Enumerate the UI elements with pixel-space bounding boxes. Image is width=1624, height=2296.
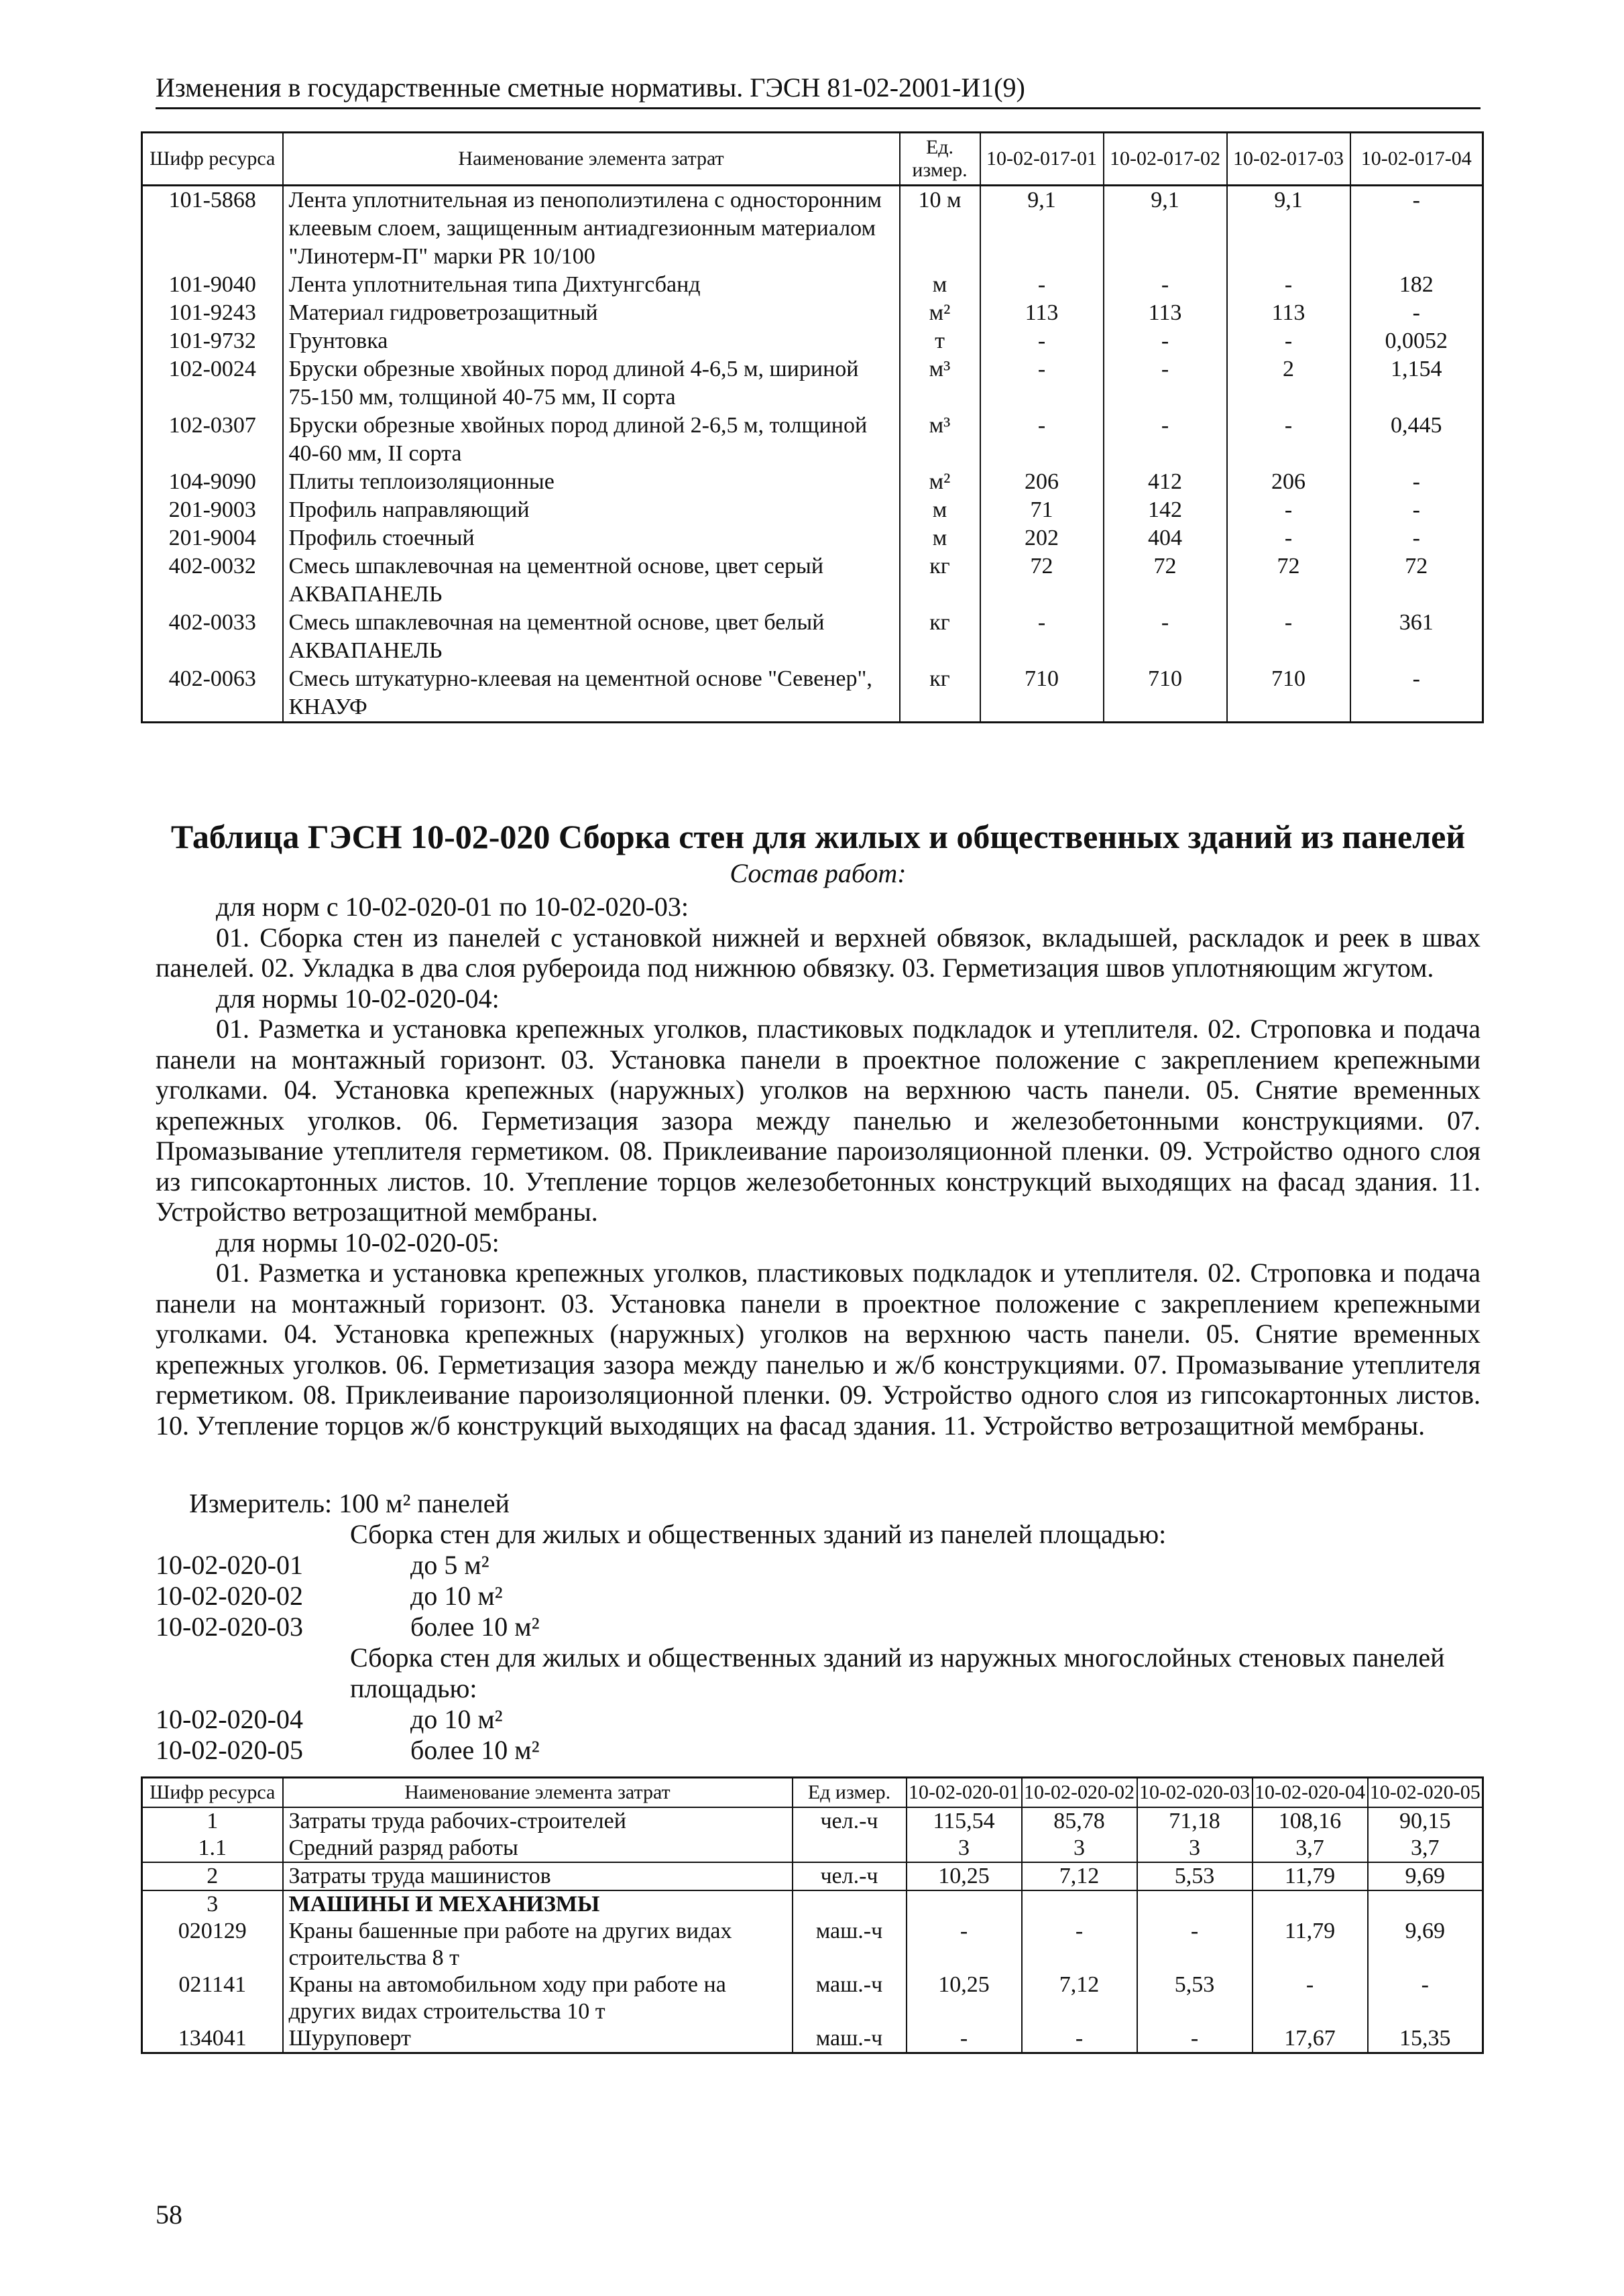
norm-range-label: для нормы 10-02-020-04: <box>216 983 500 1014</box>
unit-cell: м² <box>900 299 980 327</box>
resource-code: 201-9003 <box>142 496 283 524</box>
value-cell: 710 <box>980 665 1104 723</box>
table-row <box>142 1972 1483 2025</box>
value-cell <box>1137 1890 1253 1918</box>
resource-code: 1.1 <box>142 1835 283 1862</box>
value-cell: - <box>1227 524 1350 552</box>
header-cell: Наименование элемента затрат <box>283 133 900 186</box>
value-cell: - <box>1104 327 1227 355</box>
table-row <box>142 186 1483 271</box>
resource-name: Средний разряд работы <box>283 1835 793 1862</box>
value-cell: - <box>907 1918 1022 1972</box>
norm-text: до 10 м² <box>410 1704 503 1734</box>
value-cell: 0,445 <box>1350 412 1483 468</box>
value-cell: 2 <box>1227 355 1350 412</box>
resource-code: 101-9243 <box>142 299 283 327</box>
value-cell: - <box>1137 1918 1253 1972</box>
resource-name: МАШИНЫ И МЕХАНИЗМЫ <box>283 1890 793 1918</box>
value-cell: 182 <box>1350 271 1483 299</box>
value-cell: - <box>1350 524 1483 552</box>
resource-name: Бруски обрезные хвойных пород длиной 2-6,5 м, толщиной 40-60 мм, II сорта <box>283 412 900 468</box>
value-cell: - <box>1368 1972 1483 2025</box>
value-cell: - <box>1022 1918 1137 1972</box>
value-cell: 3 <box>1022 1835 1137 1862</box>
unit-cell <box>793 1890 907 1918</box>
work-description <box>156 892 1481 1441</box>
unit-cell: кг <box>900 665 980 723</box>
value-cell: 412 <box>1104 468 1227 496</box>
unit-cell: кг <box>900 609 980 665</box>
value-cell: - <box>1104 412 1227 468</box>
value-cell: - <box>1227 609 1350 665</box>
value-cell: 206 <box>1227 468 1350 496</box>
value-cell: 72 <box>1227 552 1350 609</box>
header-cell: 10-02-020-02 <box>1022 1778 1137 1808</box>
value-cell: 115,54 <box>907 1807 1022 1835</box>
resource-code: 402-0063 <box>142 665 283 723</box>
value-cell: - <box>1350 496 1483 524</box>
table-header-row <box>142 133 1483 186</box>
value-cell: 9,69 <box>1368 1862 1483 1890</box>
value-cell: 71,18 <box>1137 1807 1253 1835</box>
value-cell: 5,53 <box>1137 1972 1253 2025</box>
value-cell: - <box>1350 468 1483 496</box>
norm-list <box>156 1488 1481 1766</box>
resource-name: Шуруповерт <box>283 2025 793 2053</box>
group2-list <box>156 1704 1481 1766</box>
header-cell: 10-02-020-05 <box>1368 1778 1483 1808</box>
value-cell: 9,69 <box>1368 1918 1483 1972</box>
header-cell: 10-02-020-04 <box>1253 1778 1368 1808</box>
unit-cell: м³ <box>900 412 980 468</box>
value-cell: 361 <box>1350 609 1483 665</box>
value-cell: 113 <box>1104 299 1227 327</box>
table-row <box>142 496 1483 524</box>
resource-code: 201-9004 <box>142 524 283 552</box>
value-cell: - <box>1350 665 1483 723</box>
table-row <box>142 1890 1483 1918</box>
resource-code: 101-5868 <box>142 186 283 271</box>
value-cell: 11,79 <box>1253 1862 1368 1890</box>
unit-cell: маш.-ч <box>793 1918 907 1972</box>
resource-code: 104-9090 <box>142 468 283 496</box>
section-subtitle: Состав работ: <box>730 858 907 888</box>
value-cell <box>1253 1890 1368 1918</box>
value-cell: 85,78 <box>1022 1807 1137 1835</box>
norm-range-label: для норм с 10-02-020-01 по 10-02-020-03: <box>216 892 689 922</box>
resource-code: 102-0024 <box>142 355 283 412</box>
resource-table-2 <box>141 1776 1484 2054</box>
group1-title: Сборка стен для жилых и общественных зданий из панелей площадью: <box>350 1519 1167 1549</box>
value-cell: 3 <box>1137 1835 1253 1862</box>
table-row <box>142 299 1483 327</box>
unit-cell: маш.-ч <box>793 2025 907 2053</box>
table-row <box>142 355 1483 412</box>
value-cell: 142 <box>1104 496 1227 524</box>
table-row <box>142 327 1483 355</box>
table-row <box>142 1918 1483 1972</box>
value-cell: 3,7 <box>1368 1835 1483 1862</box>
resource-name: Профиль стоечный <box>283 524 900 552</box>
value-cell: 10,25 <box>907 1862 1022 1890</box>
header-cell: 10-02-020-01 <box>907 1778 1022 1808</box>
resource-name: Краны на автомобильном ходу при работе на других видах строительства 10 т <box>283 1972 793 2025</box>
value-cell: 72 <box>1104 552 1227 609</box>
resource-code: 1 <box>142 1807 283 1835</box>
table-row <box>142 1862 1483 1890</box>
value-cell: - <box>907 2025 1022 2053</box>
unit-cell: чел.-ч <box>793 1862 907 1890</box>
resource-name: Смесь шпаклевочная на цементной основе, цвет белый АКВАПАНЕЛЬ <box>283 609 900 665</box>
value-cell: 202 <box>980 524 1104 552</box>
norm-code: 10-02-020-02 <box>156 1581 303 1611</box>
resource-code: 2 <box>142 1862 283 1890</box>
header-cell: 10-02-017-03 <box>1227 133 1350 186</box>
table-row <box>142 271 1483 299</box>
resource-name: Лента уплотнительная из пенополиэтилена с односторонним клеевым слоем, защищенным антиадгезионным материалом "Линотерм-П" марки PR 10/100 <box>283 186 900 271</box>
resource-code: 101-9732 <box>142 327 283 355</box>
norm-code: 10-02-020-03 <box>156 1612 303 1642</box>
table-row <box>142 552 1483 609</box>
header-cell: Наименование элемента затрат <box>283 1778 793 1808</box>
value-cell: 108,16 <box>1253 1807 1368 1835</box>
resource-name: Плиты теплоизоляционные <box>283 468 900 496</box>
norm-code: 10-02-020-04 <box>156 1704 303 1734</box>
resource-name: Профиль направляющий <box>283 496 900 524</box>
value-cell: 5,53 <box>1137 1862 1253 1890</box>
value-cell: 9,1 <box>980 186 1104 271</box>
value-cell: - <box>980 271 1104 299</box>
table-row <box>142 1835 1483 1862</box>
value-cell: - <box>980 609 1104 665</box>
resource-code: 102-0307 <box>142 412 283 468</box>
table-row <box>142 665 1483 723</box>
value-cell: - <box>1022 2025 1137 2053</box>
section-title: Таблица ГЭСН 10-02-020 Сборка стен для жилых и общественных зданий из панелей <box>170 818 1466 855</box>
unit-cell: м <box>900 496 980 524</box>
unit-cell: кг <box>900 552 980 609</box>
page-header: Изменения в государственные сметные нормативы. ГЭСН 81-02-2001-И1(9) <box>156 72 1481 109</box>
header-cell: Шифр ресурса <box>142 1778 283 1808</box>
norm-row <box>156 1612 1481 1642</box>
resource-name: Бруски обрезные хвойных пород длиной 4-6,5 м, шириной 75-150 мм, толщиной 40-75 мм, II сорта <box>283 355 900 412</box>
header-cell: Ед измер. <box>793 1778 907 1808</box>
value-cell: 710 <box>1227 665 1350 723</box>
resource-name: Смесь шпаклевочная на цементной основе, цвет серый АКВАПАНЕЛЬ <box>283 552 900 609</box>
unit-cell: м <box>900 524 980 552</box>
unit-cell: м <box>900 271 980 299</box>
value-cell: 90,15 <box>1368 1807 1483 1835</box>
value-cell: - <box>980 327 1104 355</box>
value-cell: 10,25 <box>907 1972 1022 2025</box>
value-cell: 72 <box>1350 552 1483 609</box>
value-cell: 7,12 <box>1022 1862 1137 1890</box>
value-cell: 15,35 <box>1368 2025 1483 2053</box>
value-cell: - <box>1227 271 1350 299</box>
value-cell: 9,1 <box>1227 186 1350 271</box>
norm-row <box>156 1704 1481 1735</box>
page-number: 58 <box>156 2199 182 2230</box>
norm-text: более 10 м² <box>410 1735 540 1765</box>
header-cell: 10-02-017-04 <box>1350 133 1483 186</box>
norm-row <box>156 1735 1481 1766</box>
value-cell: - <box>1350 299 1483 327</box>
meter-value: 100 м² панелей <box>339 1488 510 1518</box>
value-cell: - <box>980 412 1104 468</box>
unit-cell <box>793 1835 907 1862</box>
norm-code: 10-02-020-05 <box>156 1735 303 1765</box>
value-cell <box>907 1890 1022 1918</box>
value-cell: 0,0052 <box>1350 327 1483 355</box>
norm-range-label: для нормы 10-02-020-05: <box>216 1227 500 1258</box>
value-cell: - <box>1104 271 1227 299</box>
table-row <box>142 468 1483 496</box>
norm-text: до 10 м² <box>410 1581 503 1611</box>
resource-name: Смесь штукатурно-клеевая на цементной основе "Севенер", КНАУФ <box>283 665 900 723</box>
resource-code: 402-0032 <box>142 552 283 609</box>
table-row <box>142 1807 1483 1835</box>
resource-name: Затраты труда рабочих-строителей <box>283 1807 793 1835</box>
header-cell: 10-02-017-01 <box>980 133 1104 186</box>
meter-label: Измеритель: <box>189 1488 333 1518</box>
value-cell: - <box>1227 327 1350 355</box>
value-cell: - <box>1253 1972 1368 2025</box>
unit-cell: м² <box>900 468 980 496</box>
value-cell <box>1368 1890 1483 1918</box>
norm-text: до 5 м² <box>410 1550 489 1580</box>
value-cell: - <box>1350 186 1483 271</box>
unit-cell: т <box>900 327 980 355</box>
value-cell: 3 <box>907 1835 1022 1862</box>
unit-cell: чел.-ч <box>793 1807 907 1835</box>
header-cell: 10-02-017-02 <box>1104 133 1227 186</box>
value-cell: - <box>1137 2025 1253 2053</box>
header-cell: Шифр ресурса <box>142 133 283 186</box>
value-cell: 404 <box>1104 524 1227 552</box>
table-header-row <box>142 1778 1483 1808</box>
group1-list <box>156 1550 1481 1642</box>
unit-cell: м³ <box>900 355 980 412</box>
resource-code: 402-0033 <box>142 609 283 665</box>
resource-code: 021141 <box>142 1972 283 2025</box>
value-cell: 206 <box>980 468 1104 496</box>
header-cell: Ед. измер. <box>900 133 980 186</box>
value-cell: 72 <box>980 552 1104 609</box>
resource-name: Краны башенные при работе на других видах строительства 8 т <box>283 1918 793 1972</box>
resource-code: 020129 <box>142 1918 283 1972</box>
value-cell: - <box>1227 412 1350 468</box>
norm-row <box>156 1550 1481 1581</box>
value-cell <box>1022 1890 1137 1918</box>
resource-table-1 <box>141 131 1484 723</box>
value-cell: - <box>980 355 1104 412</box>
group2-title: Сборка стен для жилых и общественных зданий из наружных многослойных стеновых панелей площадью: <box>350 1642 1445 1703</box>
norm-code: 10-02-020-01 <box>156 1550 303 1580</box>
unit-cell: 10 м <box>900 186 980 271</box>
unit-cell: маш.-ч <box>793 1972 907 2025</box>
resource-code: 134041 <box>142 2025 283 2053</box>
norm-row <box>156 1581 1481 1612</box>
value-cell: 9,1 <box>1104 186 1227 271</box>
table-row <box>142 2025 1483 2053</box>
table-row <box>142 412 1483 468</box>
value-cell: 113 <box>1227 299 1350 327</box>
work-paragraph: 01. Разметка и установка крепежных уголков, пластиковых подкладок и утеплителя. 02. Строповка и подача панели на монтажный горизонт. 03. Установка панели в проектное положение с закреплением крепежными уголками. 04. Установка крепежных (наружных) уголков на верхнюю часть панели. 05. Снятие временных крепежных уголков. 06. Герметизация зазора между панелью и железобетонными конструкциями. 07. Промазывание утеплителя герметиком. 08. Приклеивание пароизоляционной пленки. 09. Устройство одного слоя из гипсокартонных листов. 10. Утепление торцов железобетонных конструкций выходящих на фасад здания. 11. Устройство ветрозащитной мембраны. <box>156 1014 1481 1227</box>
resource-name: Материал гидроветрозащитный <box>283 299 900 327</box>
value-cell: 710 <box>1104 665 1227 723</box>
header-cell: 10-02-020-03 <box>1137 1778 1253 1808</box>
resource-name: Затраты труда машинистов <box>283 1862 793 1890</box>
resource-name: Лента уплотнительная типа Дихтунгсбанд <box>283 271 900 299</box>
value-cell: 71 <box>980 496 1104 524</box>
value-cell: 7,12 <box>1022 1972 1137 2025</box>
value-cell: - <box>1227 496 1350 524</box>
value-cell: 3,7 <box>1253 1835 1368 1862</box>
value-cell: 17,67 <box>1253 2025 1368 2053</box>
value-cell: - <box>1104 609 1227 665</box>
value-cell: 11,79 <box>1253 1918 1368 1972</box>
value-cell: 1,154 <box>1350 355 1483 412</box>
resource-code: 3 <box>142 1890 283 1918</box>
resource-code: 101-9040 <box>142 271 283 299</box>
value-cell: - <box>1104 355 1227 412</box>
table-row <box>142 524 1483 552</box>
resource-name: Грунтовка <box>283 327 900 355</box>
work-paragraph: 01. Разметка и установка крепежных уголков, пластиковых подкладок и утеплителя. 02. Строповка и подача панели на монтажный горизонт. 03. Установка панели в проектное положение с закреплением крепежными уголками. 04. Установка крепежных (наружных) уголков на верхнюю часть панели. 05. Снятие временных крепежных уголков. 06. Герметизация зазора между панелью и ж/б конструкциями. 07. Промазывание утеплителя герметиком. 08. Приклеивание пароизоляционной пленки. 09. Устройство одного слоя из гипсокартонных листов. 10. Утепление торцов ж/б конструкций выходящих на фасад здания. 11. Устройство ветрозащитной мембраны. <box>156 1258 1481 1441</box>
value-cell: 113 <box>980 299 1104 327</box>
work-paragraph: 01. Сборка стен из панелей с установкой нижней и верхней обвязок, вкладышей, раскладок и реек в швах панелей. 02. Укладка в два слоя рубероида под нижнюю обвязку. 03. Герметизация швов уплотняющим жгутом. <box>156 922 1481 983</box>
meter-line <box>189 1488 1481 1519</box>
table-row <box>142 609 1483 665</box>
norm-text: более 10 м² <box>410 1612 540 1642</box>
